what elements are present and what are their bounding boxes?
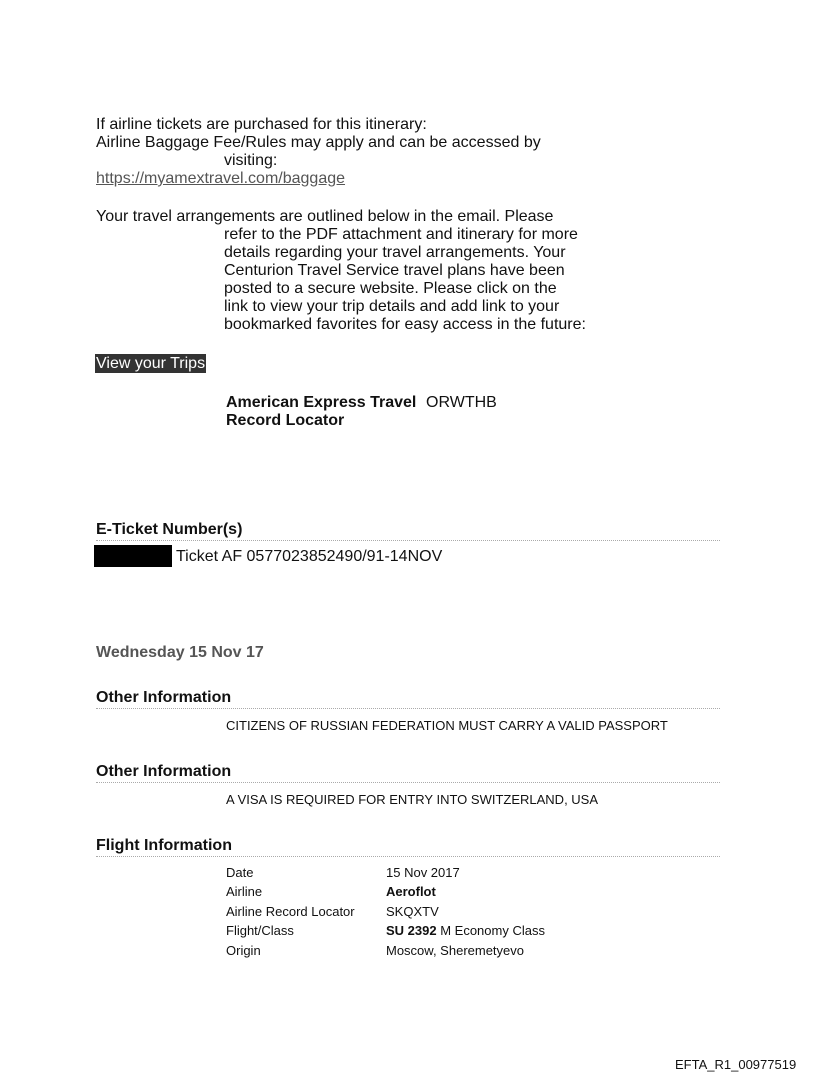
arrangements-line-6: link to view your trip details and add link to your [224,298,560,315]
baggage-line-2: Airline Baggage Fee/Rules may apply and can be accessed by [96,134,541,151]
flight-date-value: 15 Nov 2017 [386,865,460,880]
baggage-line-3: visiting: [224,152,278,169]
arrangements-line-5: posted to a secure website. Please click on the [224,280,557,297]
baggage-line-1: If airline tickets are purchased for this itinerary: [96,116,427,133]
itinerary-date-heading: Wednesday 15 Nov 17 [96,644,264,661]
other-info-2-text: A VISA IS REQUIRED FOR ENTRY INTO SWITZERLAND, USA [226,792,599,807]
view-trips-button[interactable]: View your Trips [96,355,206,372]
other-info-2-header [96,762,720,783]
arrangements-line-7: bookmarked favorites for easy access in the future: [224,316,586,333]
flight-class-row [386,923,545,938]
flight-info-header [96,836,720,857]
flight-date-label: Date [226,865,254,880]
arrangements-line-4: Centurion Travel Service travel plans have been [224,262,565,279]
eticket-heading: E-Ticket Number(s) [96,521,243,538]
flight-class-value: M Economy Class [436,923,545,938]
flight-class-label: Flight/Class [226,923,294,938]
other-info-1-text: CITIZENS OF RUSSIAN FEDERATION MUST CARRY A VALID PASSPORT [226,718,668,733]
other-info-1-heading: Other Information [96,689,232,706]
baggage-link[interactable]: https://myamextravel.com/baggage [96,170,346,187]
flight-number: SU 2392 [386,923,437,938]
eticket-number: Ticket AF 0577023852490/91-14NOV [176,548,443,565]
other-info-1-header [96,688,720,709]
flight-info-heading: Flight Information [96,837,232,854]
arrangements-line-1: Your travel arrangements are outlined below in the email. Please [96,208,554,225]
arrangements-line-3: details regarding your travel arrangements. Your [224,244,566,261]
redaction-block [94,545,172,567]
record-locator-value: ORWTHB [426,394,497,411]
flight-airline-label: Airline [226,884,263,899]
record-locator-label-1: American Express Travel [226,394,417,411]
record-locator-label-2: Record Locator [226,412,345,429]
document-id-footer: EFTA_R1_00977519 [675,1057,797,1072]
eticket-section-header [96,520,720,541]
flight-locator-value: SKQXTV [386,904,439,919]
arrangements-line-2: refer to the PDF attachment and itinerary for more [224,226,578,243]
other-info-2-heading: Other Information [96,763,232,780]
flight-airline-value: Aeroflot [386,884,436,899]
flight-origin-value: Moscow, Sheremetyevo [386,943,525,958]
flight-origin-label: Origin [226,943,261,958]
flight-locator-label: Airline Record Locator [226,904,355,919]
